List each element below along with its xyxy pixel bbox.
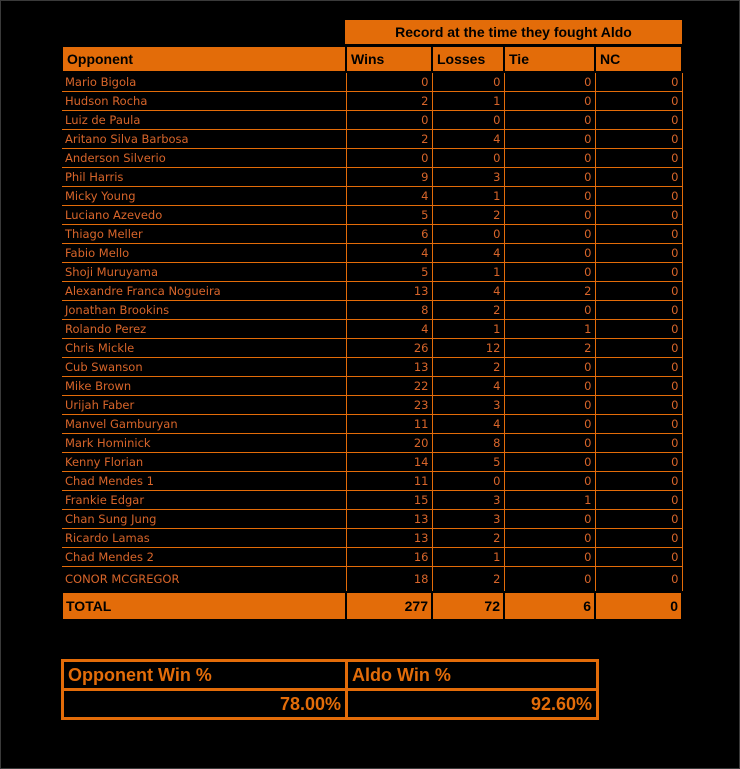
losses-cell: 3 (432, 510, 504, 529)
tie-cell: 0 (504, 472, 595, 491)
tie-cell: 1 (504, 491, 595, 510)
losses-cell: 0 (432, 111, 504, 130)
nc-cell: 0 (595, 72, 682, 92)
wins-cell: 0 (346, 72, 432, 92)
opponent-cell: Chad Mendes 1 (62, 472, 346, 491)
opponent-cell: Shoji Muruyama (62, 263, 346, 282)
wins-cell: 22 (346, 377, 432, 396)
nc-cell: 0 (595, 149, 682, 168)
pct-value-row (63, 690, 598, 719)
losses-cell: 2 (432, 206, 504, 225)
tie-cell: 0 (504, 415, 595, 434)
table-body (62, 72, 682, 592)
losses-cell: 2 (432, 301, 504, 320)
table-row (62, 567, 682, 593)
losses-cell: 12 (432, 339, 504, 358)
losses-cell: 5 (432, 453, 504, 472)
wins-cell: 2 (346, 92, 432, 111)
tie-cell: 0 (504, 187, 595, 206)
table-row (62, 149, 682, 168)
table-row (62, 548, 682, 567)
opponent-cell: Fabio Mello (62, 244, 346, 263)
aldo-win-pct-label: Aldo Win % (347, 661, 598, 690)
losses-cell: 3 (432, 491, 504, 510)
nc-cell: 0 (595, 301, 682, 320)
opponent-cell: Phil Harris (62, 168, 346, 187)
col-header-wins: Wins (346, 46, 432, 72)
losses-cell: 4 (432, 415, 504, 434)
opponent-cell: Rolando Perez (62, 320, 346, 339)
nc-cell: 0 (595, 453, 682, 472)
losses-cell: 1 (432, 92, 504, 111)
losses-cell: 3 (432, 168, 504, 187)
table-row (62, 72, 682, 92)
nc-cell: 0 (595, 244, 682, 263)
wins-cell: 0 (346, 111, 432, 130)
col-header-tie: Tie (504, 46, 595, 72)
nc-cell: 0 (595, 377, 682, 396)
tie-cell: 0 (504, 263, 595, 282)
wins-cell: 13 (346, 510, 432, 529)
table-row (62, 377, 682, 396)
nc-cell: 0 (595, 339, 682, 358)
record-group-header: Record at the time they fought Aldo (345, 20, 682, 44)
total-nc: 0 (595, 592, 682, 620)
nc-cell: 0 (595, 206, 682, 225)
tie-cell: 0 (504, 510, 595, 529)
opponent-cell: Luciano Azevedo (62, 206, 346, 225)
wins-cell: 4 (346, 320, 432, 339)
nc-cell: 0 (595, 282, 682, 301)
opponent-cell: Mario Bigola (62, 72, 346, 92)
total-losses: 72 (432, 592, 504, 620)
opponent-cell: Urijah Faber (62, 396, 346, 415)
wins-cell: 13 (346, 358, 432, 377)
tie-cell: 0 (504, 529, 595, 548)
opponent-cell: Luiz de Paula (62, 111, 346, 130)
opponent-cell: Hudson Rocha (62, 92, 346, 111)
nc-cell: 0 (595, 396, 682, 415)
losses-cell: 1 (432, 548, 504, 567)
tie-cell: 0 (504, 92, 595, 111)
opponent-win-pct-value: 78.00% (63, 690, 347, 719)
total-wins: 277 (346, 592, 432, 620)
losses-cell: 0 (432, 149, 504, 168)
table-row (62, 415, 682, 434)
wins-cell: 8 (346, 301, 432, 320)
losses-cell: 0 (432, 72, 504, 92)
losses-cell: 1 (432, 320, 504, 339)
losses-cell: 4 (432, 130, 504, 149)
wins-cell: 15 (346, 491, 432, 510)
nc-cell: 0 (595, 92, 682, 111)
pct-label-row (63, 661, 598, 690)
table-row (62, 510, 682, 529)
tie-cell: 0 (504, 72, 595, 92)
wins-cell: 13 (346, 529, 432, 548)
opponent-cell: Manvel Gamburyan (62, 415, 346, 434)
tie-cell: 0 (504, 548, 595, 567)
tie-cell: 0 (504, 244, 595, 263)
tie-cell: 0 (504, 377, 595, 396)
wins-cell: 5 (346, 206, 432, 225)
aldo-win-pct-value: 92.60% (347, 690, 598, 719)
tie-cell: 0 (504, 358, 595, 377)
table-row (62, 453, 682, 472)
opponent-cell: Micky Young (62, 187, 346, 206)
nc-cell: 0 (595, 320, 682, 339)
table-row (62, 263, 682, 282)
opponent-cell: Chad Mendes 2 (62, 548, 346, 567)
table-row (62, 491, 682, 510)
nc-cell: 0 (595, 130, 682, 149)
table-row (62, 225, 682, 244)
opponent-cell: Frankie Edgar (62, 491, 346, 510)
wins-cell: 2 (346, 130, 432, 149)
opponent-cell: Aritano Silva Barbosa (62, 130, 346, 149)
nc-cell: 0 (595, 472, 682, 491)
opponent-cell: Thiago Meller (62, 225, 346, 244)
table-row (62, 168, 682, 187)
tie-cell: 0 (504, 130, 595, 149)
table-row (62, 472, 682, 491)
wins-cell: 14 (346, 453, 432, 472)
opponent-cell: CONOR MCGREGOR (62, 567, 346, 593)
wins-cell: 20 (346, 434, 432, 453)
total-row (62, 592, 682, 620)
wins-cell: 18 (346, 567, 432, 593)
nc-cell: 0 (595, 168, 682, 187)
tie-cell: 0 (504, 434, 595, 453)
col-header-opponent: Opponent (62, 46, 346, 72)
losses-cell: 4 (432, 244, 504, 263)
tie-cell: 0 (504, 396, 595, 415)
header-row (62, 46, 682, 72)
opponent-cell: Kenny Florian (62, 453, 346, 472)
opponent-cell: Jonathan Brookins (62, 301, 346, 320)
wins-cell: 5 (346, 263, 432, 282)
wins-cell: 23 (346, 396, 432, 415)
record-table (61, 45, 683, 621)
wins-cell: 11 (346, 472, 432, 491)
total-tie: 6 (504, 592, 595, 620)
wins-cell: 4 (346, 187, 432, 206)
tie-cell: 0 (504, 206, 595, 225)
opponent-cell: Alexandre Franca Nogueira (62, 282, 346, 301)
wins-cell: 6 (346, 225, 432, 244)
nc-cell: 0 (595, 567, 682, 593)
losses-cell: 2 (432, 529, 504, 548)
win-percentage-table (61, 659, 599, 720)
nc-cell: 0 (595, 491, 682, 510)
wins-cell: 13 (346, 282, 432, 301)
table-row (62, 396, 682, 415)
wins-cell: 9 (346, 168, 432, 187)
losses-cell: 0 (432, 225, 504, 244)
losses-cell: 8 (432, 434, 504, 453)
tie-cell: 2 (504, 339, 595, 358)
tie-cell: 0 (504, 453, 595, 472)
opponent-cell: Anderson Silverio (62, 149, 346, 168)
tie-cell: 0 (504, 149, 595, 168)
wins-cell: 4 (346, 244, 432, 263)
table-row (62, 301, 682, 320)
opponent-cell: Mike Brown (62, 377, 346, 396)
losses-cell: 4 (432, 282, 504, 301)
wins-cell: 0 (346, 149, 432, 168)
losses-cell: 3 (432, 396, 504, 415)
tie-cell: 0 (504, 301, 595, 320)
table-row (62, 282, 682, 301)
nc-cell: 0 (595, 548, 682, 567)
nc-cell: 0 (595, 225, 682, 244)
losses-cell: 4 (432, 377, 504, 396)
wins-cell: 16 (346, 548, 432, 567)
wins-cell: 26 (346, 339, 432, 358)
table-row (62, 358, 682, 377)
losses-cell: 1 (432, 187, 504, 206)
losses-cell: 1 (432, 263, 504, 282)
tie-cell: 1 (504, 320, 595, 339)
table-row (62, 529, 682, 548)
col-header-losses: Losses (432, 46, 504, 72)
opponent-cell: Chris Mickle (62, 339, 346, 358)
losses-cell: 2 (432, 567, 504, 593)
table-row (62, 130, 682, 149)
opponent-cell: Chan Sung Jung (62, 510, 346, 529)
table-row (62, 320, 682, 339)
table-row (62, 244, 682, 263)
table-row (62, 92, 682, 111)
table-row (62, 111, 682, 130)
opponent-cell: Mark Hominick (62, 434, 346, 453)
nc-cell: 0 (595, 415, 682, 434)
total-label: TOTAL (62, 592, 346, 620)
table-row (62, 339, 682, 358)
tie-cell: 0 (504, 225, 595, 244)
table-row (62, 206, 682, 225)
tie-cell: 0 (504, 168, 595, 187)
opponent-cell: Cub Swanson (62, 358, 346, 377)
nc-cell: 0 (595, 529, 682, 548)
nc-cell: 0 (595, 187, 682, 206)
table-row (62, 187, 682, 206)
nc-cell: 0 (595, 510, 682, 529)
table-row (62, 434, 682, 453)
tie-cell: 2 (504, 282, 595, 301)
opponent-cell: Ricardo Lamas (62, 529, 346, 548)
tie-cell: 0 (504, 111, 595, 130)
nc-cell: 0 (595, 434, 682, 453)
losses-cell: 0 (432, 472, 504, 491)
nc-cell: 0 (595, 358, 682, 377)
opponent-win-pct-label: Opponent Win % (63, 661, 347, 690)
nc-cell: 0 (595, 263, 682, 282)
col-header-nc: NC (595, 46, 682, 72)
losses-cell: 2 (432, 358, 504, 377)
wins-cell: 11 (346, 415, 432, 434)
nc-cell: 0 (595, 111, 682, 130)
tie-cell: 0 (504, 567, 595, 593)
